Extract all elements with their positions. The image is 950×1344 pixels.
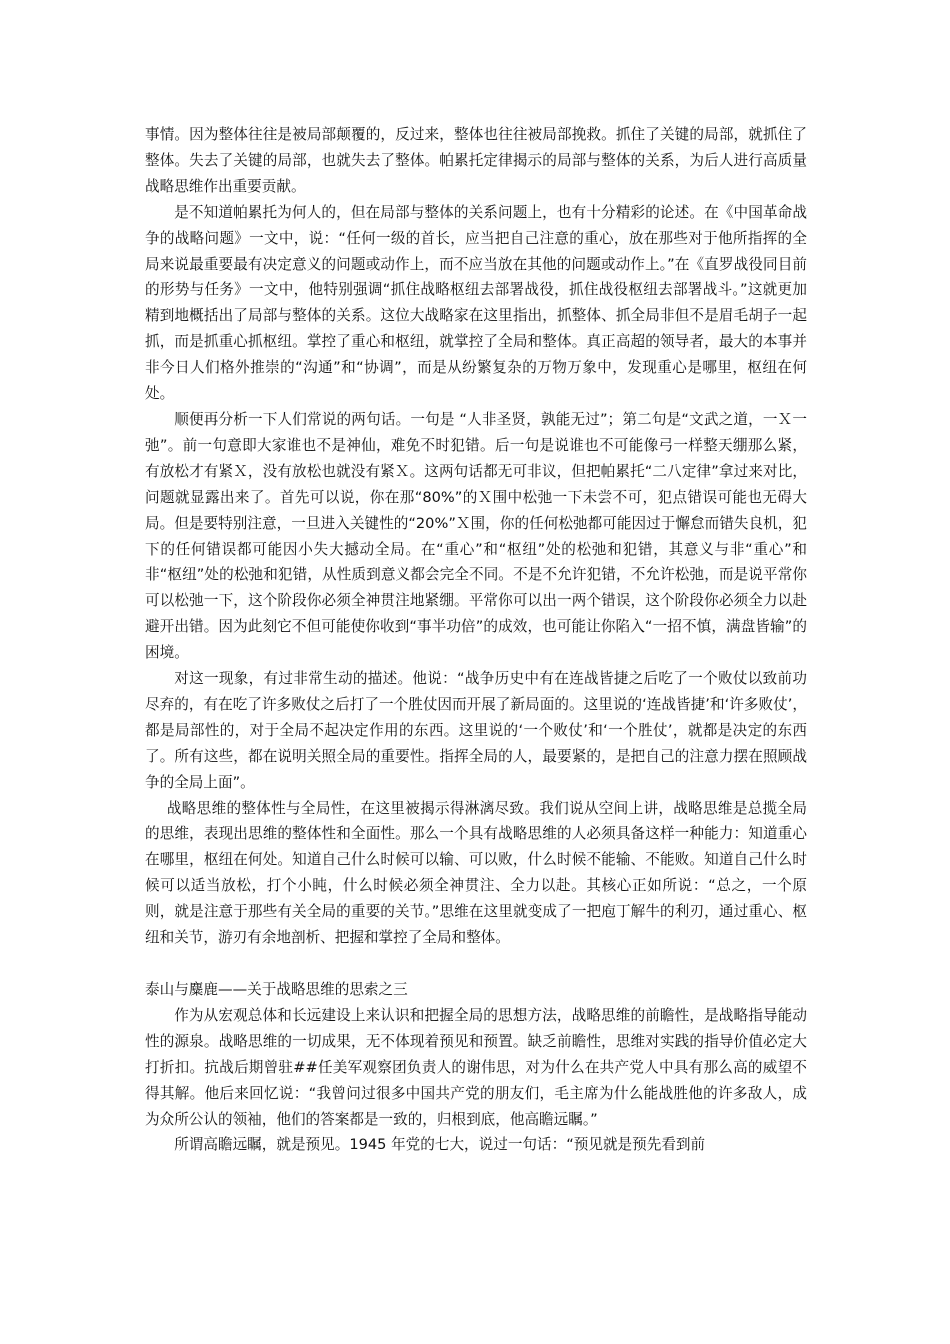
paragraph-5: 战略思维的整体性与全局性，在这里被揭示得淋漓尽致。我们说从空间上讲，战略思维是总揽全局的思维，表现出思维的整体性和全面性。那么一个具有战略思维的人必须具备这样一种能力：知道重心在哪里，枢纽在何处。知道自己什么时候可以输、可以败，什么时候不能输、不能败。知道自己什么时候可以适当放松，打个小盹，什么时候必须全神贯注、全力以赴。其核心正如所说：“总之，一个原则，就是注意于那些有关全局的重要的关节。”思维在这里就变成了一把庖丁解牛的利刃，通过重心、枢纽和关节，游刃有余地剖析、把握和掌控了全局和整体。 (145, 799, 807, 947)
section-heading: 泰山与麋鹿——关于战略思维的思索之三 (145, 981, 408, 998)
paragraph-1: 事情。因为整体往往是被局部颠覆的，反过来，整体也往往被局部挽救。抓住了关键的局部，就抓住了整体。失去了关键的局部，也就失去了整体。帕累托定律揭示的局部与整体的关系，为后人进行高质量战略思维作出重要贡献。 (145, 126, 807, 195)
section-paragraph-1: 作为从宏观总体和长远建设上来认识和把握全局的思想方法，战略思维的前瞻性，是战略指导能动性的源泉。战略思维的一切成果，无不体现着预见和预置。缺乏前瞻性，思维对实践的指导价值必定大打折扣。抗战后期曾驻##任美军观察团负责人的谢伟思，对为什么在共产党人中具有那么高的威望不得其解。他后来回忆说：“我曾问过很多中国共产党的朋友们，毛主席为什么能战胜他的许多敌人，成为众所公认的领袖，他们的答案都是一致的，归根到底，他高瞻远瞩。” (145, 1006, 807, 1128)
document-body (145, 122, 807, 1158)
paragraph-4: 对这一现象，有过非常生动的描述。他说：“战争历史中有在连战皆捷之后吃了一个败仗以致前功尽弃的，有在吃了许多败仗之后打了一个胜仗因而开展了新局面的。这里说的‘连战皆捷’和‘许多败仗’，都是局部性的，对于全局不起决定作用的东西。这里说的‘一个败仗’和‘一个胜仗’，就都是决定的东西了。所有这些，都在说明关照全局的重要性。指挥全局的人，最要紧的，是把自己的注意力摆在照顾战争的全局上面”。 (145, 670, 807, 791)
paragraph-2: 是不知道帕累托为何人的，但在局部与整体的关系问题上，也有十分精彩的论述。在《中国革命战争的战略问题》一文中，说：“任何一级的首长，应当把自己注意的重心，放在那些对于他所指挥的全局来说最重要最有决定意义的问题或动作上，而不应当放在其他的问题或动作上。”在《直罗战役同目前的形势与任务》一文中，他特别强调“抓住战略枢纽去部署战役，抓住战役枢纽去部署战斗。”这就更加精到地概括出了局部与整体的关系。这位大战略家在这里指出，抓整体、抓全局非但不是眉毛胡子一起抓，而是抓重心抓枢纽。掌控了重心和枢纽，就掌控了全局和整体。真正高超的领导者，最大的本事并非今日人们格外推崇的“沟通”和“协调”，而是从纷繁复杂的万物万象中，发现重心是哪里，枢纽在何处。 (145, 203, 807, 403)
paragraph-3: 顺便再分析一下人们常说的两句话。一句是 “人非圣贤，孰能无过”；第二句是“文武之道，一Ｘ一弛”。前一句意即大家谁也不是神仙，难免不时犯错。后一句是说谁也不可能像弓一样整天绷那么紧，有放松才有紧Ｘ，没有放松也就没有紧Ｘ。这两句话都无可非议，但把帕累托“二八定律”拿过来对比，问题就显露出来了。首先可以说，你在那“80%”的Ｘ围中松弛一下未尝不可，犯点错误可能也无碍大局。但是要特别注意，一旦进入关键性的“20%”Ｘ围，你的任何松弛都可能因过于懈怠而错失良机，犯下的任何错误都可能因小失大撼动全局。在“重心”和“枢纽”处的松弛和犯错，其意义与非“重心”和非“枢纽”处的松弛和犯错，从性质到意义都会完全不同。不是不允许犯错，不允许松弛，而是说平常你可以松弛一下，这个阶段你必须全神贯注地紧绷。平常你可以出一两个错误，这个阶段你必须全力以赴避开出错。因为此刻它不但可能使你收到“事半功倍”的成效，也可能让你陷入“一招不慎，满盘皆输”的困境。 (145, 410, 807, 662)
section-paragraph-2: 所谓高瞻远瞩，就是预见。1945 年党的七大，说过一句话：“预见就是预先看到前 (174, 1136, 706, 1154)
